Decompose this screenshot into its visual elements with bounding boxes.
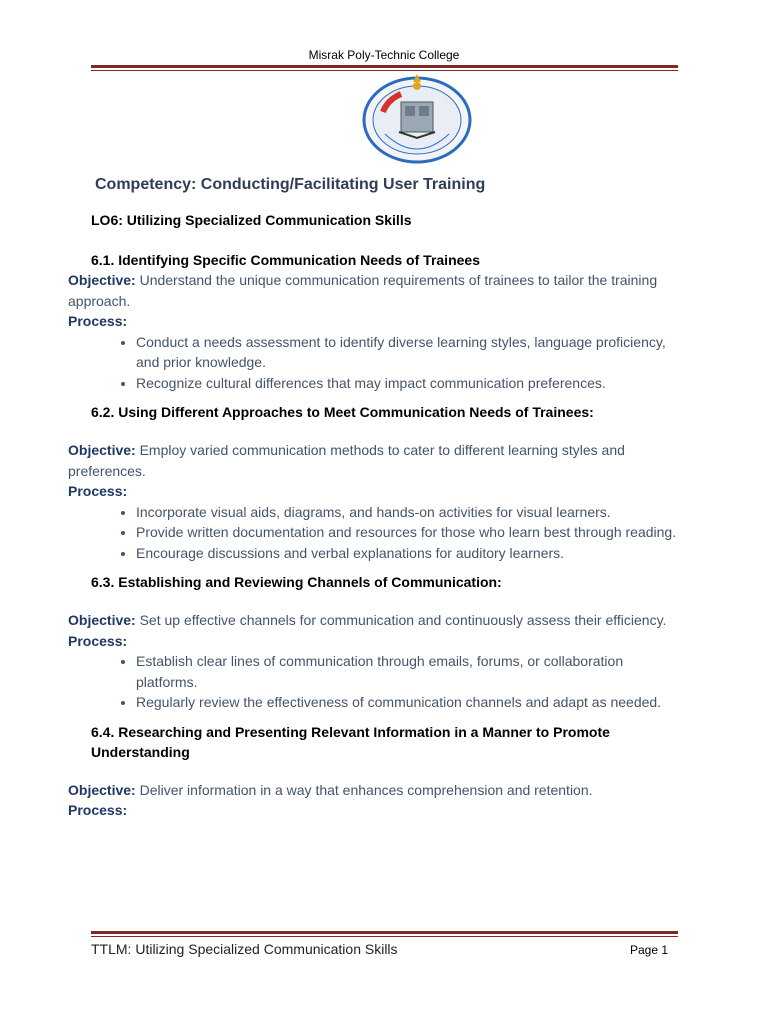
section-heading: 6.1. Identifying Specific Communication Needs of Trainees xyxy=(91,252,480,268)
objective-text: Deliver information in a way that enhances comprehension and retention. xyxy=(135,781,593,798)
list-item: • Conduct a needs assessment to identify diverse learning styles, language proficiency, and prior knowledge. xyxy=(136,332,678,373)
objective-label: Objective: xyxy=(68,272,136,288)
process-label: Process: xyxy=(68,632,128,649)
document-body xyxy=(68,210,678,821)
objective-text: Set up effective channels for communication and continuously assess their efficiency. xyxy=(135,612,667,628)
objective-paragraph xyxy=(68,440,678,481)
objective-paragraph xyxy=(68,270,678,311)
objective-text: Understand the unique communication requirements of trainees to tailor the training approach. xyxy=(68,272,658,309)
competency-title: Competency: Conducting/Facilitating User Training xyxy=(95,176,486,193)
list-item: • Incorporate visual aids, diagrams, and hands-on activities for visual learners. xyxy=(136,502,678,523)
process-list xyxy=(68,502,678,564)
footer-title: TTLM: Utilizing Specialized Communication Skills xyxy=(91,941,398,957)
process-label: Process: xyxy=(68,802,128,818)
list-item: • Regularly review the effectiveness of communication channels and adapt as needed. xyxy=(136,692,678,713)
section-heading: 6.2. Using Different Approaches to Meet Communication Needs of Trainees: xyxy=(91,404,594,420)
section-heading: 6.4. Researching and Presenting Relevant Information in a Manner to Promote Understanding xyxy=(91,723,610,760)
list-item: • Encourage discussions and verbal explanations for auditory learners. xyxy=(136,543,678,564)
objective-paragraph xyxy=(68,780,678,801)
objective-label: Objective: xyxy=(68,612,136,628)
process-list xyxy=(68,332,678,394)
footer-rule xyxy=(91,931,678,937)
college-seal-icon xyxy=(361,72,473,164)
list-item: • Provide written documentation and resources for those who learn best through reading. xyxy=(136,522,678,543)
page-number: Page 1 xyxy=(630,943,669,957)
header-rule xyxy=(91,65,678,71)
header-college-name: Misrak Poly-Technic College xyxy=(308,48,460,62)
process-label: Process: xyxy=(68,313,128,329)
section-heading: 6.3. Establishing and Reviewing Channels of Communication: xyxy=(91,574,502,590)
objective-label: Objective: xyxy=(68,781,136,798)
list-item: • Recognize cultural differences that may impact communication preferences. xyxy=(136,373,678,394)
learning-outcome-heading: LO6: Utilizing Specialized Communication Skills xyxy=(91,212,412,228)
objective-text: Employ varied communication methods to cater to different learning styles and preferences. xyxy=(68,442,625,479)
objective-paragraph xyxy=(68,610,678,631)
process-list xyxy=(68,651,678,713)
process-label: Process: xyxy=(68,483,128,499)
list-item: • Establish clear lines of communication through emails, forums, or collaboration platforms. xyxy=(136,651,678,692)
objective-label: Objective: xyxy=(68,442,136,458)
